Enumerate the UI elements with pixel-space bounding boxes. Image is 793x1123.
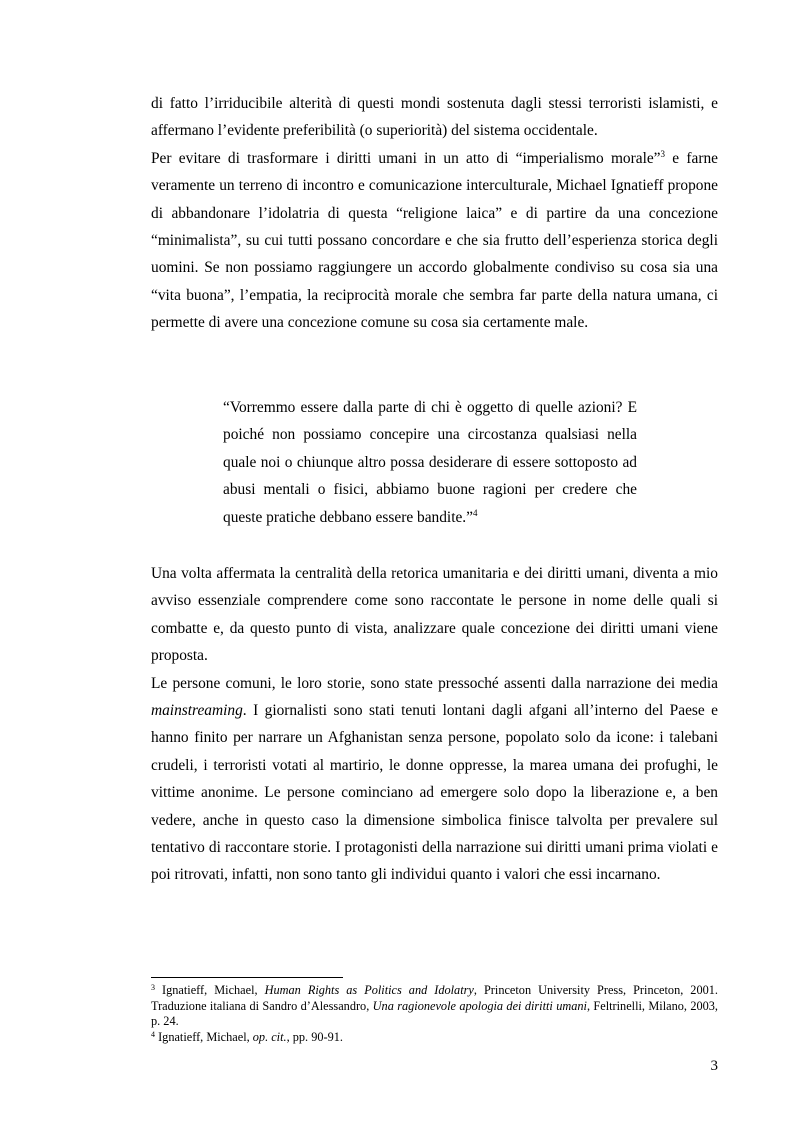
- footnote-3: [151, 983, 718, 1030]
- paragraph-persone-text-b: . I giornalisti sono stati tenuti lontani dagli afgani all’interno del Paese e hanno finito per narrare un Afghanistan senza persone, popolato solo da icone: i talebani crudeli, i terroristi votati al martirio, le donne oppresse, la marea umana dei profughi, le vittime anonime. Le persone cominciano ad emergere solo dopo la liberazione e, a ben vedere, anche in questo caso la dimensione simbolica finisce talvolta per prevalere sul tentativo di raccontare storie. I protagonisti della narrazione sui diritti umani prima violati e poi ritrovati, infatti, non sono tanto gli individui quanto i valori che essi incarnano.: [151, 702, 718, 884]
- body-text-upper: [151, 90, 718, 337]
- body-text-lower: [151, 560, 718, 889]
- footnote-4: [151, 1030, 718, 1046]
- paragraph-ignatieff: [151, 145, 718, 337]
- footnote-4-pages: , pp. 90-91.: [286, 1029, 343, 1044]
- page-number: 3: [710, 1058, 718, 1074]
- block-quote-text: “Vorremmo essere dalla parte di chi è oggetto di quelle azioni? E poiché non possiamo concepire una circostanza qualsiasi nella quale noi o chiunque altro possa desiderare di essere sottoposto ad abusi mentali o fisici, abbiamo buone ragioni per credere che queste pratiche debbano essere bandite.”: [223, 399, 637, 526]
- footnote-3-publisher: , Princeton University Press, Princeton, 2001. Traduzione italiana di Sandro d’Alessandro,: [151, 983, 718, 1013]
- footnote-separator: [151, 977, 343, 978]
- footnote-ref-4: 4: [473, 507, 478, 518]
- paragraph-persone-italic: mainstreaming: [151, 702, 243, 720]
- footnote-3-number: 3: [151, 983, 155, 992]
- footnote-4-number: 4: [151, 1029, 155, 1039]
- paragraph-persone-comuni: [151, 670, 718, 889]
- footnote-ref-3: 3: [660, 148, 666, 159]
- paragraph-centralita: Una volta affermata la centralità della retorica umanitaria e dei diritti umani, diventa a mio avviso essenziale comprendere come sono raccontate le persone in nome delle quali si combatte e, da questo punto di vista, analizzare quale concezione dei diritti umani viene proposta.: [151, 565, 718, 665]
- paragraph-continuation: di fatto l’irriducibile alterità di questi mondi sostenuta dagli stessi terroristi islamisti, e affermano l’evidente preferibilità (o superiorità) del sistema occidentale.: [151, 95, 718, 140]
- footnote-3-title: Human Rights as Politics and Idolatry: [264, 983, 474, 997]
- paragraph-persone-text-a: Le persone comuni, le loro storie, sono state pressoché assenti dalla narrazione dei media: [151, 674, 718, 692]
- footnote-4-author: Ignatieff, Michael,: [155, 1029, 253, 1044]
- footnote-3-author: Ignatieff, Michael,: [155, 983, 265, 997]
- paragraph-ignatieff-text-b: e farne veramente un terreno di incontro e comunicazione interculturale, Michael Ignatieff propone di abbandonare l’idolatria di questa “religione laica” e di partire da una concezione “minimalista”, su cui tutti possano concordare e che sia frutto dell’esperienza storica degli uomini. Se non possiamo raggiungere un accordo globalmente condiviso su cosa sia una “vita buona”, l’empatia, la reciprocità morale che sembra far parte della natura umana, ci permette di avere una concezione comune su cosa sia certamente male.: [151, 149, 718, 332]
- footnotes: [151, 983, 718, 1045]
- footnote-4-opcit: op. cit.: [252, 1029, 287, 1044]
- paragraph-ignatieff-text-a: Per evitare di trasformare i diritti umani in un atto di “imperialismo morale”: [151, 149, 661, 167]
- footnote-3-title-italian: Una ragionevole apologia dei diritti umani: [372, 998, 587, 1013]
- block-quote: [223, 394, 637, 531]
- footnote-3-publisher-italian: , Feltrinelli, Milano, 2003, p. 24.: [151, 998, 718, 1029]
